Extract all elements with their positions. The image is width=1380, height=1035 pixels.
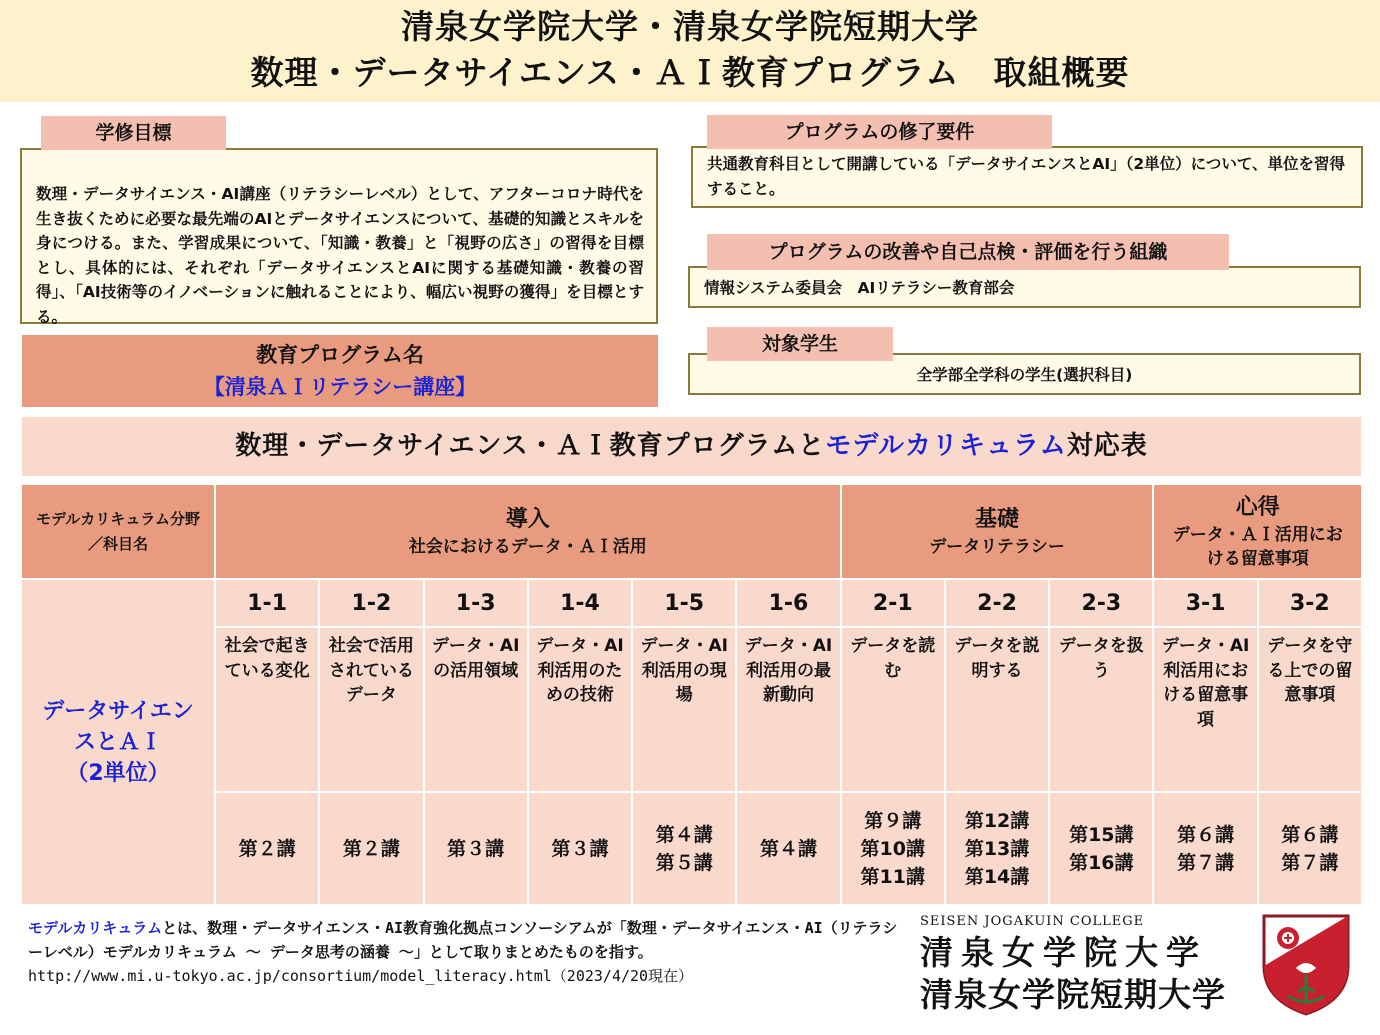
category-header-intro <box>216 485 840 578</box>
organization-text: 情報システム委員会 AIリテラシー教育部会 <box>704 279 1015 297</box>
curriculum-topic: 社会で活用されているデータ <box>320 628 422 791</box>
lecture-numbers: 第12講 第13講 第14講 <box>946 793 1048 904</box>
goals-title: 学修目標 <box>41 116 226 150</box>
lecture-numbers: 第３講 <box>425 793 527 904</box>
curriculum-mapping-table <box>22 485 1361 898</box>
lecture-numbers: 第９講 第10講 第11講 <box>842 793 944 904</box>
curriculum-topic: データを説明する <box>946 628 1048 791</box>
category-header-mindset <box>1154 485 1361 578</box>
program-name: 【清泉ＡＩリテラシー講座】 <box>203 375 477 399</box>
curriculum-topic: データを読む <box>842 628 944 791</box>
lecture-numbers: 第６講 第７講 <box>1259 793 1361 904</box>
category-main-label: 基礎 <box>975 506 1020 532</box>
target-title: 対象学生 <box>707 327 893 361</box>
subject-cell <box>22 580 214 904</box>
program-name-box <box>22 335 658 407</box>
goals-box <box>20 148 658 324</box>
curriculum-topic: データ・AI利活用のための技術 <box>529 628 631 791</box>
organization-box <box>688 266 1361 308</box>
header-title-line2: 数理・データサイエンス・ＡＩ教育プログラム 取組概要 <box>250 53 1130 92</box>
lecture-numbers: 第４講 第５講 <box>633 793 735 904</box>
college-crest-logo <box>1258 908 1354 1018</box>
curriculum-topic: データ・AIの活用領域 <box>425 628 527 791</box>
curriculum-code: 3-1 <box>1154 580 1256 626</box>
lecture-numbers: 第４講 <box>737 793 839 904</box>
mapping-title-prefix: 数理・データサイエンス・ＡＩ教育プログラムと <box>235 431 826 461</box>
curriculum-code: 3-2 <box>1259 580 1361 626</box>
requirements-box <box>691 146 1363 208</box>
lecture-numbers: 第３講 <box>529 793 631 904</box>
category-sub-label: データ・ＡＩ活用における留意事項 <box>1172 524 1343 569</box>
category-main-label: 導入 <box>505 506 550 532</box>
curriculum-code: 2-3 <box>1050 580 1152 626</box>
lecture-numbers: 第15講 第16講 <box>1050 793 1152 904</box>
curriculum-code: 1-3 <box>425 580 527 626</box>
college-name-block <box>920 912 1250 1016</box>
mapping-title-suffix: 対応表 <box>1066 431 1148 461</box>
program-label: 教育プログラム名 <box>256 343 424 367</box>
mapping-table-title <box>22 417 1361 476</box>
curriculum-code: 1-2 <box>320 580 422 626</box>
curriculum-topic: 社会で起きている変化 <box>216 628 318 791</box>
requirements-title: プログラムの修了要件 <box>707 115 1052 149</box>
category-header-basic <box>842 485 1153 578</box>
category-sub-label: 社会におけるデータ・ＡＩ活用 <box>408 536 647 557</box>
lecture-numbers: 第６講 第７講 <box>1154 793 1256 904</box>
footer-term: モデルカリキュラム <box>28 919 163 937</box>
page-header <box>0 0 1380 102</box>
curriculum-topic: データ・AI利活用の現場 <box>633 628 735 791</box>
college-name-university: 清泉女学院大学 <box>920 933 1207 972</box>
curriculum-code: 2-2 <box>946 580 1048 626</box>
category-main-label: 心得 <box>1235 494 1280 520</box>
college-name-junior-college: 清泉女学院短期大学 <box>920 975 1226 1014</box>
college-name-en: SEISEN JOGAKUIN COLLEGE <box>920 914 1145 929</box>
organization-title: プログラムの改善や自己点検・評価を行う組織 <box>707 234 1229 270</box>
lecture-numbers: 第２講 <box>320 793 422 904</box>
curriculum-code: 1-5 <box>633 580 735 626</box>
goals-text: 数理・データサイエンス・AI講座（リテラシーレベル）として、アフターコロナ時代を生き抜くために必要な最先端のAIとデータサイエンスについて、基礎的知識とスキルを身につける。また、学習成果について、「知識・教養」と「視野の広さ」の習得を目標とし、具体的には、それぞれ「データサイエンスとAIに関する基礎知識・教養の習得」、「AI技術等のイノベーションに触れることにより、幅広い視野の獲得」を目標とする。 <box>36 185 644 326</box>
footer-note <box>28 916 908 988</box>
curriculum-topic: データを守る上での留意事項 <box>1259 628 1361 791</box>
requirements-text: 共通教育科目として開講している「データサイエンスとAI」（2単位）について、単位を習得すること。 <box>707 155 1346 198</box>
target-text: 全学部全学科の学生(選択科目) <box>916 366 1133 384</box>
curriculum-code: 1-4 <box>529 580 631 626</box>
curriculum-topic: データ・AI利活用の最新動向 <box>737 628 839 791</box>
curriculum-code: 2-1 <box>842 580 944 626</box>
category-sub-label: データリテラシー <box>929 536 1065 557</box>
footer-note-text: とは、数理・データサイエンス・AI教育強化拠点コンソーシアムが「数理・データサイエンス・AI（リテラシーレベル）モデルカリキュラム ～ データ思考の涵養 ～」として取りまとめたものを指す。 <box>28 919 898 961</box>
curriculum-code: 1-1 <box>216 580 318 626</box>
footer-url: http://www.mi.u-tokyo.ac.jp/consortium/model_literacy.html（2023/4/20現在） <box>28 967 694 985</box>
header-title-line1: 清泉女学院大学・清泉女学院短期大学 <box>401 7 979 46</box>
subject-credits: （2単位） <box>66 760 170 786</box>
curriculum-topic: データを扱う <box>1050 628 1152 791</box>
subject-name: データサイエンスとＡＩ <box>42 698 194 755</box>
lecture-numbers: 第２講 <box>216 793 318 904</box>
curriculum-code: 1-6 <box>737 580 839 626</box>
curriculum-topic: データ・AI利活用における留意事項 <box>1154 628 1256 791</box>
table-corner-header: モデルカリキュラム分野／科目名 <box>22 485 214 578</box>
mapping-title-highlight: モデルカリキュラム <box>825 431 1067 461</box>
